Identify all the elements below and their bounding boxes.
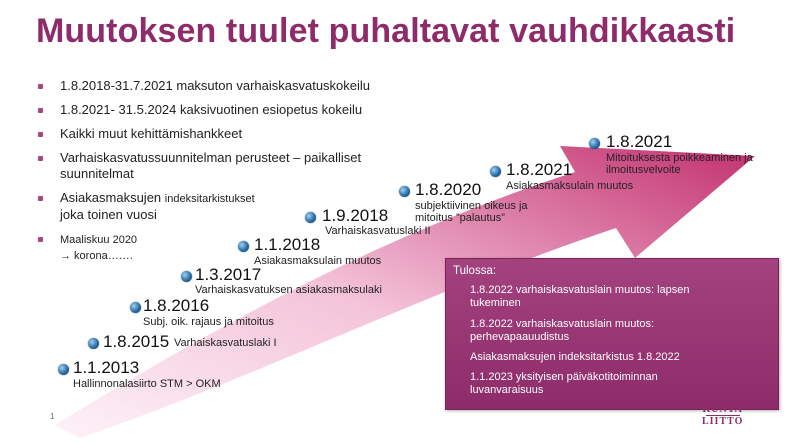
globe-icon — [181, 271, 192, 282]
milestone-date: 1.8.2021 — [606, 132, 673, 151]
bullet-text: Asiakasmaksujen — [60, 190, 165, 205]
panel-item-text: 1.8.2022 varhaiskasvatuslain muutos: — [470, 318, 655, 330]
globe-icon — [490, 166, 501, 177]
milestone-desc: Varhaiskasvatuksen asiakasmaksulaki — [195, 284, 382, 296]
panel-item — [470, 318, 770, 344]
milestone-date: 1.9.2018 — [322, 206, 389, 225]
panel-item — [470, 284, 770, 310]
bullet-marker — [38, 108, 43, 113]
bullet-text: Maaliskuu 2020 — [60, 234, 138, 246]
globe-icon — [238, 241, 249, 252]
panel-item-text-continued: tukeminen — [470, 297, 521, 309]
milestone-desc: Subj. oik. rajaus ja mitoitus — [143, 316, 274, 328]
bullet-item — [36, 78, 436, 94]
bullet-marker — [38, 132, 43, 137]
kuntaliitto-logo — [702, 405, 743, 426]
milestone-desc: Varhaiskasvatuslaki II — [325, 225, 431, 237]
milestone-date: 1.1.2013 — [73, 358, 140, 377]
bullet-item — [36, 102, 436, 118]
globe-icon — [88, 338, 99, 349]
panel-item-text-continued: luvanvaraisuus — [470, 384, 544, 396]
globe-icon — [130, 302, 141, 313]
panel-item-text: 1.8.2022 varhaiskasvatuslain muutos: lapsen — [470, 284, 690, 296]
panel-item — [470, 351, 770, 364]
panel-title: Tulossa: — [453, 265, 497, 277]
milestone-date: 1.3.2017 — [195, 265, 262, 284]
bullet-item — [36, 150, 436, 182]
milestone-date: 1.8.2021 — [506, 160, 573, 179]
logo-text: LIITTO — [702, 416, 744, 427]
page-number: 1 — [50, 412, 55, 421]
bullet-marker — [38, 237, 43, 242]
milestone-desc: Mitoituksesta poikkeaminen ja — [606, 152, 753, 164]
bullet-text-continued: → korona……. — [60, 250, 133, 262]
page-title: Muutoksen tuulet puhaltavat vauhdikkaasti — [36, 12, 736, 50]
globe-icon — [589, 138, 600, 149]
logo-text: KUNTA — [702, 404, 743, 415]
panel-item — [470, 371, 770, 397]
panel-item-text: 1.1.2023 yksityisen päiväkotitoiminnan — [470, 371, 658, 383]
milestone-desc: Hallinnonalasiirto STM > OKM — [73, 378, 221, 390]
bullet-item — [36, 126, 436, 142]
milestone-desc: Asiakasmaksulain muutos — [506, 180, 634, 192]
milestone-desc-continued: ilmoitusvelvoite — [606, 164, 681, 176]
bullet-marker — [38, 156, 43, 161]
milestone-desc: Asiakasmaksulain muutos — [254, 255, 382, 267]
milestone-desc: subjektiivinen oikeus ja — [415, 200, 528, 212]
bullet-text-continued: suunnitelmat — [60, 166, 134, 181]
milestone-date: 1.8.2015 — [103, 332, 170, 351]
globe-icon — [58, 364, 69, 375]
bullet-text-continued: joka toinen vuosi — [60, 207, 157, 222]
bullet-list — [36, 78, 436, 272]
bullet-marker — [38, 196, 43, 201]
panel-item-text-continued: perhevapaauudistus — [470, 331, 570, 343]
milestone-date: 1.1.2018 — [254, 235, 321, 254]
bullet-text: Varhaiskasvatussuunnitelman perusteet – paikalliset — [60, 150, 362, 165]
bullet-marker — [38, 84, 43, 89]
bullet-text: Kaikki muut kehittämishankkeet — [60, 126, 243, 141]
globe-icon — [305, 212, 316, 223]
upcoming-panel — [445, 258, 779, 410]
milestone-date: 1.8.2020 — [415, 180, 482, 199]
milestone-desc-continued: mitoitus ”palautus” — [415, 212, 505, 224]
panel-item-text: Asiakasmaksujen indeksitarkistus 1.8.2022 — [470, 351, 680, 363]
globe-icon — [399, 186, 410, 197]
bullet-text: 1.8.2018-31.7.2021 maksuton varhaiskasvatuskokeilu — [60, 78, 371, 93]
milestone-desc: Varhaiskasvatuslaki I — [174, 337, 277, 349]
bullet-text-small: indeksitarkistukset — [164, 193, 255, 205]
milestone-date: 1.8.2016 — [143, 296, 210, 315]
bullet-text: 1.8.2021- 31.5.2024 kaksivuotinen esiopetus kokeilu — [60, 102, 363, 117]
